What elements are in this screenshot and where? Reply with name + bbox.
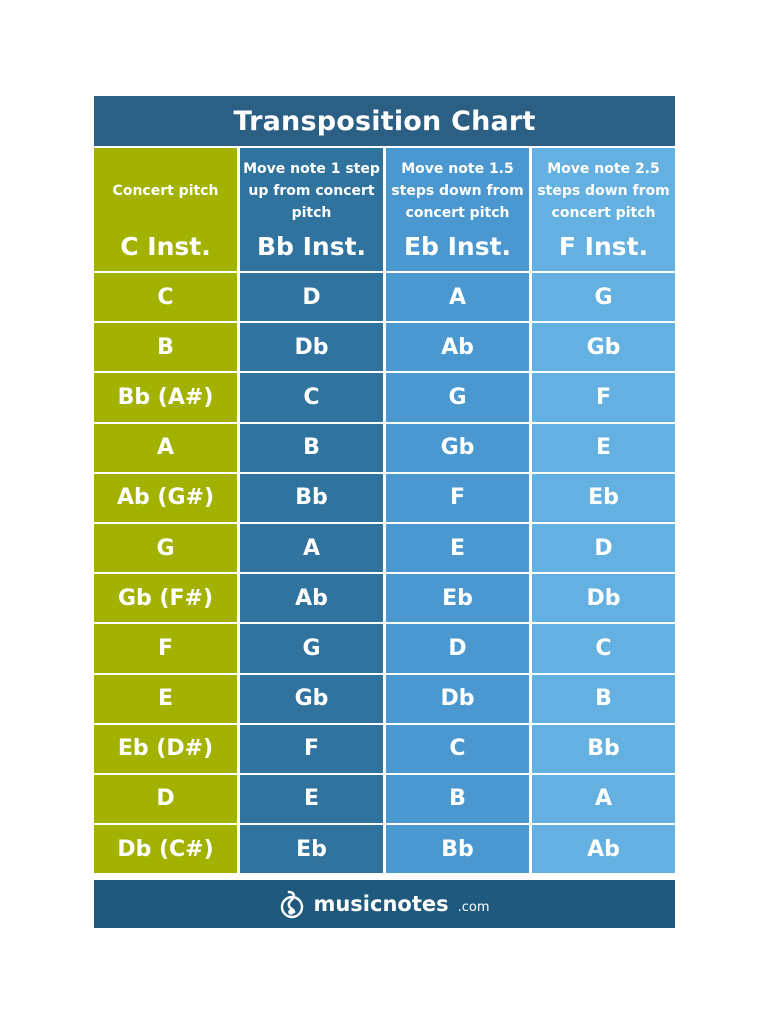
note-value: E	[449, 535, 466, 561]
note-value: G	[448, 384, 467, 410]
table-cell-bb-inst	[240, 373, 383, 421]
table-cell-eb-inst	[386, 775, 529, 823]
table-cell-c-inst	[94, 574, 237, 622]
note-value: Ab	[587, 836, 620, 862]
header-eb-inst	[386, 148, 529, 271]
note-value: Eb	[296, 836, 327, 862]
header-instrument: Eb Inst.	[403, 232, 512, 261]
note-value: B	[595, 686, 612, 712]
note-value: E	[303, 786, 320, 812]
table-cell-bb-inst	[240, 424, 383, 472]
table-cell-c-inst	[94, 825, 237, 873]
note-value: Db (C#)	[117, 836, 214, 862]
note-value: Bb	[295, 485, 328, 511]
table-cell-bb-inst	[240, 725, 383, 773]
note-value: F	[595, 384, 612, 410]
brand-suffix: .com	[457, 899, 490, 915]
table-cell-bb-inst	[240, 574, 383, 622]
table-cell-f-inst	[532, 675, 675, 723]
table-cell-c-inst	[94, 273, 237, 321]
table-cell-eb-inst	[386, 725, 529, 773]
header-description: Move note 2.5 steps down from concert pitch	[537, 161, 670, 221]
table-cell-bb-inst	[240, 273, 383, 321]
note-value: Db	[294, 334, 329, 360]
table-cell-f-inst	[532, 373, 675, 421]
transposition-table	[94, 148, 675, 873]
table-cell-c-inst	[94, 474, 237, 522]
header-description: Move note 1.5 steps down from concert pitch	[391, 161, 524, 221]
table-cell-c-inst	[94, 424, 237, 472]
note-value: Gb	[440, 435, 475, 461]
table-cell-f-inst	[532, 775, 675, 823]
table-cell-eb-inst	[386, 574, 529, 622]
chart-title-bar	[94, 96, 675, 146]
note-value: E	[595, 435, 612, 461]
note-value: Bb	[441, 836, 474, 862]
table-cell-f-inst	[532, 725, 675, 773]
header-instrument: Bb Inst.	[256, 232, 367, 261]
musicnotes-logo-icon	[279, 889, 305, 919]
note-value: Ab	[295, 585, 328, 611]
note-value: A	[448, 284, 467, 310]
table-cell-eb-inst	[386, 424, 529, 472]
header-instrument: C Inst.	[120, 232, 211, 261]
note-value: D	[156, 786, 175, 812]
note-value: Ab	[441, 334, 474, 360]
table-cell-f-inst	[532, 424, 675, 472]
note-value: D	[594, 535, 613, 561]
note-value: Eb	[442, 585, 473, 611]
table-cell-bb-inst	[240, 524, 383, 572]
table-cell-f-inst	[532, 624, 675, 672]
note-value: F	[157, 635, 174, 661]
transposition-chart	[94, 96, 675, 928]
note-value: F	[303, 736, 320, 762]
note-value: B	[449, 786, 466, 812]
note-value: G	[594, 284, 613, 310]
table-cell-f-inst	[532, 524, 675, 572]
note-value: F	[449, 485, 466, 511]
chart-title: Transposition Chart	[233, 105, 536, 137]
note-value: C	[157, 284, 174, 310]
table-cell-eb-inst	[386, 624, 529, 672]
note-value: A	[156, 435, 175, 461]
header-f-inst	[532, 148, 675, 271]
note-value: Bb	[587, 736, 620, 762]
note-value: B	[303, 435, 320, 461]
note-value: Eb (D#)	[117, 736, 214, 762]
note-value: G	[156, 535, 175, 561]
table-cell-bb-inst	[240, 825, 383, 873]
table-cell-eb-inst	[386, 474, 529, 522]
table-cell-eb-inst	[386, 675, 529, 723]
note-value: G	[302, 635, 321, 661]
note-value: Gb	[294, 686, 329, 712]
footer-brand-bar	[94, 880, 675, 928]
note-value: A	[302, 535, 321, 561]
note-value: B	[157, 334, 174, 360]
table-cell-eb-inst	[386, 373, 529, 421]
table-cell-bb-inst	[240, 775, 383, 823]
table-cell-c-inst	[94, 675, 237, 723]
table-cell-c-inst	[94, 524, 237, 572]
table-cell-bb-inst	[240, 474, 383, 522]
table-cell-bb-inst	[240, 624, 383, 672]
note-value: Ab (G#)	[116, 485, 215, 511]
note-value: C	[303, 384, 320, 410]
note-value: Db	[440, 686, 475, 712]
table-cell-bb-inst	[240, 323, 383, 371]
note-value: D	[448, 635, 467, 661]
brand-name: musicnotes	[313, 892, 449, 916]
note-value: A	[594, 786, 613, 812]
table-cell-c-inst	[94, 323, 237, 371]
note-value: Gb	[586, 334, 621, 360]
table-cell-f-inst	[532, 273, 675, 321]
header-instrument: F Inst.	[558, 232, 649, 261]
note-value: C	[595, 635, 612, 661]
header-description: Move note 1 step up from concert pitch	[243, 161, 380, 221]
table-cell-c-inst	[94, 775, 237, 823]
table-cell-eb-inst	[386, 524, 529, 572]
note-value: Eb	[588, 485, 619, 511]
note-value: Db	[586, 585, 621, 611]
table-cell-bb-inst	[240, 675, 383, 723]
table-cell-c-inst	[94, 725, 237, 773]
table-cell-eb-inst	[386, 323, 529, 371]
note-value: E	[157, 686, 174, 712]
note-value: C	[449, 736, 466, 762]
table-cell-eb-inst	[386, 825, 529, 873]
table-cell-f-inst	[532, 474, 675, 522]
table-cell-c-inst	[94, 624, 237, 672]
note-value: D	[302, 284, 321, 310]
note-value: Bb (A#)	[117, 384, 214, 410]
table-cell-f-inst	[532, 323, 675, 371]
note-value: Gb (F#)	[117, 585, 214, 611]
header-bb-inst	[240, 148, 383, 271]
header-description: Concert pitch	[112, 183, 219, 199]
table-cell-eb-inst	[386, 273, 529, 321]
table-cell-f-inst	[532, 825, 675, 873]
table-cell-f-inst	[532, 574, 675, 622]
table-cell-c-inst	[94, 373, 237, 421]
header-c-inst	[94, 148, 237, 271]
